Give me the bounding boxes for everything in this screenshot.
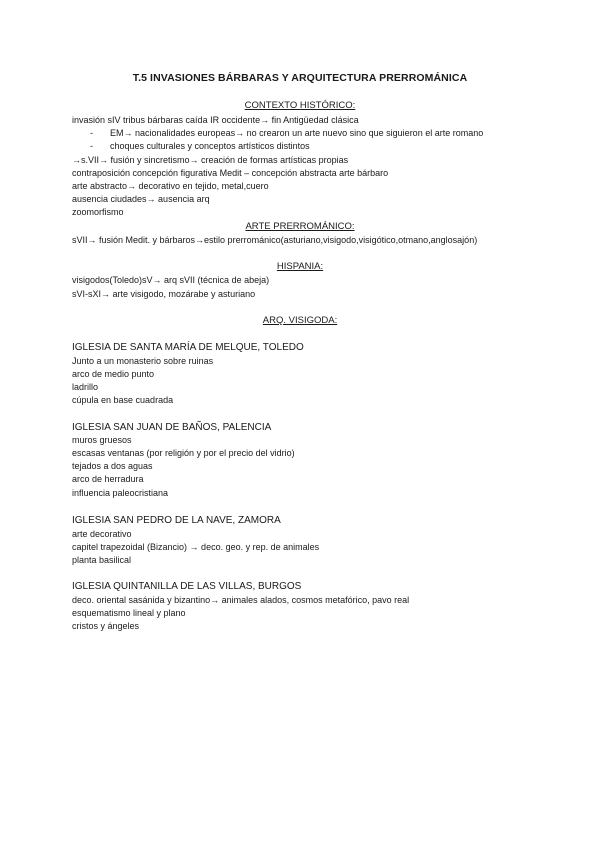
church-item: arco de herradura — [72, 474, 144, 484]
bullet-mark: - — [90, 141, 93, 151]
document-title: T.5 INVASIONES BÁRBARAS Y ARQUITECTURA PRERROMÁNICA — [132, 72, 468, 84]
arq-heading: ARQ. VISIGODA: — [262, 315, 338, 326]
church-item: influencia paleocristiana — [72, 488, 169, 498]
contexto-bullet: EM→ nacionalidades europeas→ no crearon un arte nuevo sino que siguieron el arte romano — [110, 128, 484, 138]
arte-heading: ARTE PRERROMÁNICO: — [245, 221, 355, 232]
contexto-line: invasión sIV tribus bárbaras caída IR occidente→ fin Antigüedad clásica — [72, 115, 359, 125]
church-title: IGLESIA DE SANTA MARÍA DE MELQUE, TOLEDO — [72, 342, 304, 353]
church-item: Junto a un monasterio sobre ruinas — [72, 356, 214, 366]
contexto-line: →s.VII→ fusión y sincretismo→ creación de formas artísticas propias — [72, 155, 349, 165]
contexto-line: arte abstracto→ decorativo en tejido, metal,cuero — [72, 181, 269, 191]
church-item: cúpula en base cuadrada — [72, 395, 174, 405]
church-title: IGLESIA SAN JUAN DE BAÑOS, PALENCIA — [72, 422, 272, 433]
church-title: IGLESIA QUINTANILLA DE LAS VILLAS, BURGOS — [72, 581, 302, 592]
church-title: IGLESIA SAN PEDRO DE LA NAVE, ZAMORA — [72, 515, 281, 526]
church-item: capitel trapezoidal (Bizancio) → deco. geo. y rep. de animales — [72, 542, 320, 552]
hispania-line: sVI-sXI→ arte visigodo, mozárabe y asturiano — [72, 289, 256, 299]
church-item: escasas ventanas (por religión y por el precio del vidrio) — [72, 448, 295, 458]
contexto-heading: CONTEXTO HISTÓRICO: — [244, 100, 356, 111]
church-item: cristos y ángeles — [72, 621, 140, 631]
hispania-heading: HISPANIA: — [276, 261, 324, 272]
church-item: planta basilical — [72, 555, 132, 565]
contexto-bullet: choques culturales y conceptos artísticos distintos — [110, 141, 310, 151]
contexto-line: ausencia ciudades→ ausencia arq — [72, 194, 210, 204]
church-item: esquematismo lineal y plano — [72, 608, 186, 618]
contexto-line: contraposición concepción figurativa Medit – concepción abstracta arte bárbaro — [72, 168, 389, 178]
church-item: deco. oriental sasánida y bizantino→ animales alados, cosmos metafórico, pavo real — [72, 595, 410, 605]
contexto-line: zoomorfismo — [72, 207, 124, 217]
church-item: arte decorativo — [72, 529, 132, 539]
bullet-mark: - — [90, 128, 93, 138]
church-item: muros gruesos — [72, 435, 132, 445]
arte-line: sVII→ fusión Medit. y bárbaros→estilo prerrománico(asturiano,visigodo,visigótico,otmano,anglosajón) — [72, 235, 478, 245]
church-item: tejados a dos aguas — [72, 461, 153, 471]
hispania-line: visigodos(Toledo)sV→ arq sVII (técnica de abeja) — [72, 275, 270, 285]
church-item: ladrillo — [72, 382, 99, 392]
church-item: arco de medio punto — [72, 369, 155, 379]
